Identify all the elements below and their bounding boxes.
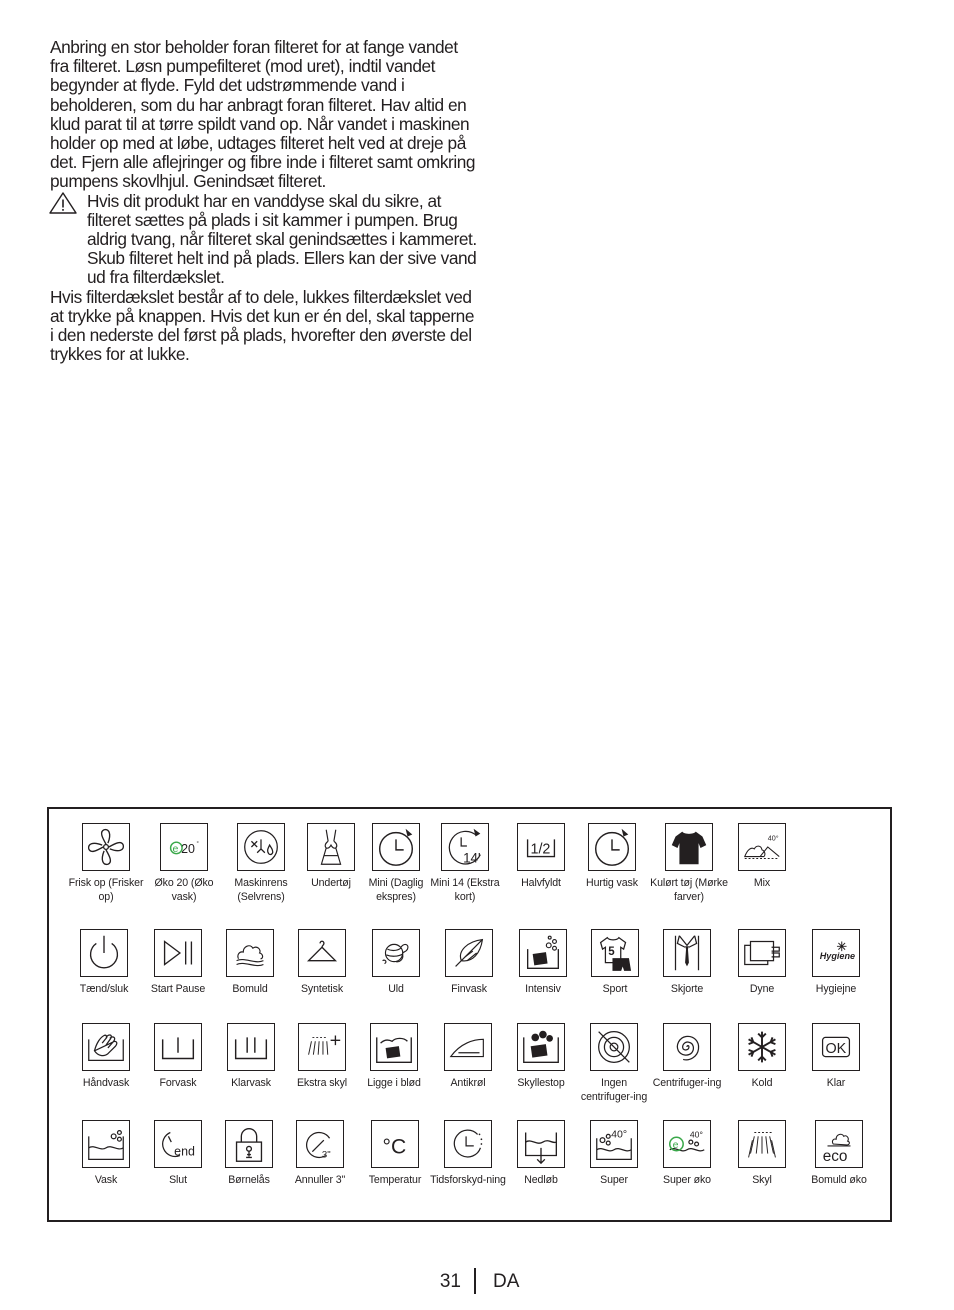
paragraph-filter-removal: Anbring en stor beholder foran filteret for at fange vandet fra filteret. Løsn pumpefilteret (mod uret), indtil vandet begynder at flyde. Fyld det udstrømmende vand i beholderen, som du har anbragt foran filteret. Hav altid en klud parat til at tørre spildt vand op. Når vandet i maskinen holder op med at løbe, udtages filteret helt ved at dreje på det. Fjern alle aflejringer og fibre inde i filteret samt omkring pumpens skovlhjul. Genindsæt filteret.	[50, 37, 476, 192]
dark-shirt-icon	[665, 823, 713, 871]
symbol-halvfyldt: 1/2 Halvfyldt	[501, 823, 581, 891]
language-code: DA	[493, 1271, 520, 1292]
symbol-super-oko: e 40° Super øko	[647, 1120, 727, 1188]
lingerie-icon	[307, 823, 355, 871]
instructions-text	[50, 38, 480, 364]
quick-clock-icon	[588, 823, 636, 871]
eco20-icon	[160, 823, 208, 871]
ok-icon	[812, 1023, 860, 1071]
symbol-maskinrens: Maskinrens (Selvrens)	[221, 823, 301, 904]
symbol-kold: Kold	[722, 1023, 802, 1091]
drum-clean-icon	[237, 823, 285, 871]
symbol-undertoj: Undertøj	[291, 823, 371, 891]
anti-crease-icon	[444, 1023, 492, 1071]
symbol-skyllestop: Skyllestop	[501, 1023, 581, 1091]
symbol-kulort-toj: Kulørt tøj (Mørke farver)	[649, 823, 729, 904]
warning-text: Hvis dit produkt har en vanddyse skal du sikre, at filteret sættes på plads i sit kammer i pumpen. Brug aldrig tvang, når filteret skal genindsættes i kammeret. Skub filteret helt ind på plads. Ellers kan der sive vand ud fra filterdækslet.	[87, 190, 477, 288]
symbol-ekstra-skyl: Ekstra skyl	[282, 1023, 362, 1091]
symbol-tidsforskydning: Tidsforskyd-ning	[428, 1120, 508, 1188]
symbol-skjorte: Skjorte	[647, 929, 727, 997]
symbols-legend	[47, 807, 892, 1222]
symbol-antikrol: Antikrøl	[428, 1023, 508, 1091]
footer-divider	[474, 1268, 476, 1294]
symbol-forvask: Forvask	[138, 1023, 218, 1091]
extra-rinse-icon	[298, 1023, 346, 1071]
symbol-vask: Vask	[66, 1120, 146, 1188]
svg-text:end: end	[174, 1144, 195, 1159]
super-icon	[590, 1120, 638, 1168]
symbol-klarvask: Klarvask	[211, 1023, 291, 1091]
clock-icon	[372, 823, 420, 871]
symbol-mix: 40° Mix	[722, 823, 802, 891]
play-pause-icon	[154, 929, 202, 977]
symbol-nedlob: Nedløb	[501, 1120, 581, 1188]
symbol-uld: Uld	[356, 929, 436, 997]
sport-icon	[591, 929, 639, 977]
symbol-ingen-centrifugering: Ingen centrifuger-ing	[574, 1023, 654, 1104]
feather-icon	[445, 929, 493, 977]
symbol-dyne: Dyne	[722, 929, 802, 997]
svg-text:eco: eco	[822, 1148, 848, 1166]
warning-paragraph	[50, 192, 480, 288]
warning-triangle-icon	[49, 192, 77, 214]
page-number: 31	[439, 1271, 461, 1292]
cotton-icon	[226, 929, 274, 977]
mix-icon	[738, 823, 786, 871]
symbol-sport: 5 Sport	[575, 929, 655, 997]
cancel-3s-icon	[296, 1120, 344, 1168]
svg-text:40°: 40°	[611, 1128, 628, 1141]
clock14-icon	[441, 823, 489, 871]
symbol-super: 40° Super	[574, 1120, 654, 1188]
svg-text:5: 5	[608, 945, 615, 958]
svg-text:3": 3"	[321, 1149, 331, 1161]
spin-icon	[663, 1023, 711, 1071]
svg-text:°C: °C	[382, 1135, 407, 1159]
symbol-skyl: Skyl	[722, 1120, 802, 1188]
delay-icon	[444, 1120, 492, 1168]
svg-text:OK: OK	[825, 1040, 847, 1057]
temperature-icon	[371, 1120, 419, 1168]
symbol-centrifugering: Centrifuger-ing	[647, 1023, 727, 1091]
symbol-oko-20: e 20 ° Øko 20 (Øko vask)	[144, 823, 224, 904]
symbol-frisk-op: Frisk op (Frisker op)	[66, 823, 146, 904]
symbol-start-pause: Start Pause	[138, 929, 218, 997]
symbol-hurtig-vask: Hurtig vask	[572, 823, 652, 891]
child-lock-icon	[225, 1120, 273, 1168]
fan-icon	[82, 823, 130, 871]
symbol-intensiv: Intensiv	[503, 929, 583, 997]
symbol-ligge-i-blod: Ligge i blød	[354, 1023, 434, 1091]
page-footer	[0, 1268, 954, 1298]
symbol-handvask: Håndvask	[66, 1023, 146, 1091]
svg-text:1/2: 1/2	[530, 841, 551, 858]
rinse-hold-icon	[517, 1023, 565, 1071]
hand-wash-icon	[82, 1023, 130, 1071]
symbol-mini: Mini (Daglig ekspres)	[356, 823, 436, 904]
prewash-icon	[154, 1023, 202, 1071]
intensive-icon	[519, 929, 567, 977]
drain-icon	[517, 1120, 565, 1168]
soak-icon	[370, 1023, 418, 1071]
rinse-icon	[738, 1120, 786, 1168]
svg-text:°: °	[196, 841, 199, 848]
svg-text:14': 14'	[463, 850, 481, 866]
symbol-syntetisk: Syntetisk	[282, 929, 362, 997]
symbol-mini-14: 14' Mini 14 (Ekstra kort)	[425, 823, 505, 904]
half-load-icon	[517, 823, 565, 871]
symbol-taend-sluk: Tænd/sluk	[64, 929, 144, 997]
symbol-finvask: Finvask	[429, 929, 509, 997]
super-eco-icon	[663, 1120, 711, 1168]
clear-wash-icon	[227, 1023, 275, 1071]
power-icon	[80, 929, 128, 977]
paragraph-filter-cover: Hvis filterdækslet består af to dele, lukkes filterdækslet ved at trykke på knappen. Hvis det kun er én del, skal tapperne i den nederste del først på plads, hvorefter den øverste del trykkes for at lukke.	[50, 286, 474, 365]
cotton-eco-icon	[815, 1120, 863, 1168]
symbol-bomuld-oko: eco Bomuld øko	[799, 1120, 879, 1188]
svg-text:40°: 40°	[689, 1129, 703, 1140]
symbol-klar: OK Klar	[796, 1023, 876, 1091]
no-spin-icon	[590, 1023, 638, 1071]
wool-icon	[372, 929, 420, 977]
hygiene-icon	[812, 929, 860, 977]
synthetic-icon	[298, 929, 346, 977]
svg-text:Hygiene: Hygiene	[819, 950, 856, 961]
duvet-icon	[738, 929, 786, 977]
shirt-icon	[663, 929, 711, 977]
symbol-slut: end Slut	[138, 1120, 218, 1188]
svg-text:e: e	[672, 1138, 679, 1151]
symbol-bornelas: Børnelås	[209, 1120, 289, 1188]
cold-icon	[738, 1023, 786, 1071]
svg-text:40°: 40°	[767, 834, 779, 843]
symbol-hygiejne: Hygiene Hygiejne	[796, 929, 876, 997]
svg-text:e: e	[172, 842, 179, 855]
symbol-bomuld: Bomuld	[210, 929, 290, 997]
symbol-annuller-3: 3" Annuller 3"	[280, 1120, 360, 1188]
end-icon	[154, 1120, 202, 1168]
symbol-temperatur: °C Temperatur	[355, 1120, 435, 1188]
wash-tub-icon	[82, 1120, 130, 1168]
svg-text:20: 20	[181, 841, 195, 856]
